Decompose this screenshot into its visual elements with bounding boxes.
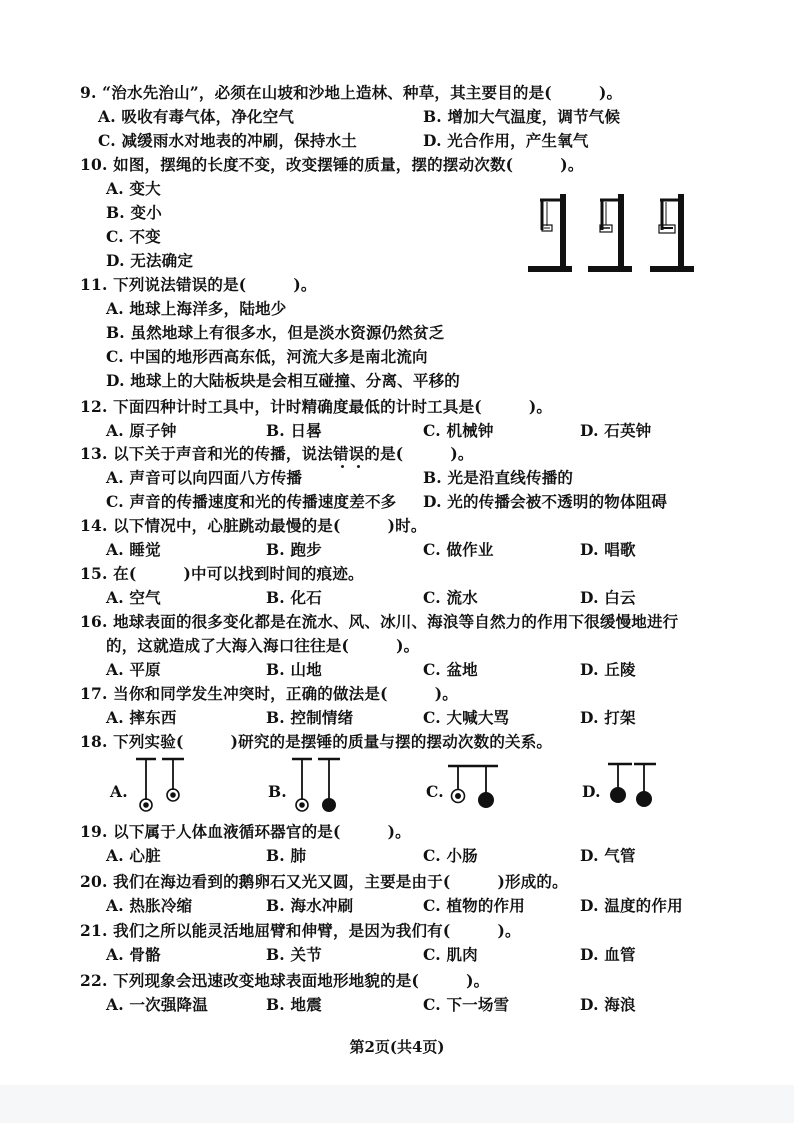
q22-option-a: A. 一次强降温 <box>106 995 208 1014</box>
pendulum-stand-1 <box>528 194 572 272</box>
pendulum-stand-3 <box>650 194 694 272</box>
q9-option-a: A. 吸收有毒气体，净化空气 <box>98 107 295 126</box>
q14-option-d: D. 唱歌 <box>580 540 636 559</box>
q16-option-d: D. 丘陵 <box>580 660 636 679</box>
q22-option-b: B. 地震 <box>266 995 322 1014</box>
q20-option-a: A. 热胀冷缩 <box>106 896 193 915</box>
q15-option-d: D. 白云 <box>580 588 636 607</box>
q16-option-a: A. 平原 <box>106 660 161 679</box>
q14-option-a: A. 睡觉 <box>106 540 161 559</box>
q9-option-d: D. 光合作用，产生氧气 <box>423 131 589 150</box>
q18-diagram-a <box>132 756 192 814</box>
q16-stem: 16. 地球表面的很多变化都是在流水、风、冰川、海浪等自然力的作用下很缓慢地进行 <box>80 612 679 631</box>
q10-option-b: B. 变小 <box>106 203 162 222</box>
q13-option-d: D. 光的传播会被不透明的物体阻碍 <box>423 492 668 511</box>
q10-option-a: A. 变大 <box>106 179 161 198</box>
q17-option-c: C. 大喊大骂 <box>423 708 510 727</box>
q18-option-b: B. <box>268 782 287 801</box>
q15-stem: 15. 在( )中可以找到时间的痕迹。 <box>80 564 364 583</box>
q22-stem: 22. 下列现象会迅速改变地球表面地形地貌的是( )。 <box>80 971 490 990</box>
q21-stem: 21. 我们之所以能灵活地屈臂和伸臂，是因为我们有( )。 <box>80 921 521 940</box>
q16-option-c: C. 盆地 <box>423 660 478 679</box>
q13-option-a: A. 声音可以向四面八方传播 <box>106 468 303 487</box>
q21-option-a: A. 骨骼 <box>106 945 161 964</box>
q12-option-d: D. 石英钟 <box>580 421 652 440</box>
q12-option-c: C. 机械钟 <box>423 421 494 440</box>
q14-stem: 14. 以下情况中，心脏跳动最慢的是( )时。 <box>80 516 427 535</box>
q22-option-c: C. 下一场雪 <box>423 995 510 1014</box>
q13-stem: 13. 以下关于声音和光的传播，说法错误的是( )。 <box>80 444 474 463</box>
q13-option-b: B. 光是沿直线传播的 <box>423 468 574 487</box>
emphasis-dot <box>341 465 344 468</box>
q19-option-b: B. 肺 <box>266 846 307 865</box>
q19-option-d: D. 气管 <box>580 846 636 865</box>
q20-stem: 20. 我们在海边看到的鹅卵石又光又圆，主要是由于( )形成的。 <box>80 872 568 891</box>
q17-option-b: B. 控制情绪 <box>266 708 354 727</box>
q22-option-d: D. 海浪 <box>580 995 636 1014</box>
q20-option-c: C. 植物的作用 <box>423 896 525 915</box>
q10-option-c: C. 不变 <box>106 227 161 246</box>
q12-option-a: A. 原子钟 <box>106 421 177 440</box>
q19-option-a: A. 心脏 <box>106 846 161 865</box>
q11-option-c: C. 中国的地形西高东低，河流大多是南北流向 <box>106 347 428 366</box>
q15-option-c: C. 流水 <box>423 588 478 607</box>
q11-option-d: D. 地球上的大陆板块是会相互碰撞、分离、平移的 <box>106 371 460 390</box>
q9-option-c: C. 减缓雨水对地表的冲刷，保持水土 <box>98 131 357 150</box>
q16-option-b: B. 山地 <box>266 660 322 679</box>
q19-stem: 19. 以下属于人体血液循环器官的是( )。 <box>80 822 411 841</box>
q17-stem: 17. 当你和同学发生冲突时，正确的做法是( )。 <box>80 684 458 703</box>
q18-diagram-b <box>288 756 348 814</box>
q18-stem: 18. 下列实验( )研究的是摆锤的质量与摆的摆动次数的关系。 <box>80 732 553 751</box>
q16-stem-continued: 的，这就造成了大海入海口往往是( )。 <box>106 636 420 655</box>
q11-option-b: B. 虽然地球上有很多水，但是淡水资源仍然贫乏 <box>106 323 445 342</box>
q10-stem: 10. 如图，摆绳的长度不变，改变摆锤的质量，摆的摆动次数( )。 <box>80 155 584 174</box>
q9-stem: 9. “治水先治山”，必须在山坡和沙地上造林、种草，其主要目的是( )。 <box>80 83 623 102</box>
pendulum-stand-2 <box>588 194 632 272</box>
q18-diagram-d <box>604 756 664 814</box>
scan-bottom-margin <box>0 1085 794 1123</box>
q21-option-c: C. 肌肉 <box>423 945 478 964</box>
q10-pendulum-figure <box>526 190 706 276</box>
q13-option-c: C. 声音的传播速度和光的传播速度差不多 <box>106 492 397 511</box>
q18-option-d: D. <box>582 782 601 801</box>
emphasis-dot <box>357 465 360 468</box>
q18-option-a: A. <box>110 782 128 801</box>
q21-option-d: D. 血管 <box>580 945 636 964</box>
q20-option-d: D. 温度的作用 <box>580 896 683 915</box>
q10-option-d: D. 无法确定 <box>106 251 194 270</box>
q17-option-a: A. 摔东西 <box>106 708 177 727</box>
q14-option-c: C. 做作业 <box>423 540 494 559</box>
q11-stem: 11. 下列说法错误的是( )。 <box>80 275 317 294</box>
page-number: 第2页(共4页) <box>349 1038 445 1056</box>
q14-option-b: B. 跑步 <box>266 540 322 559</box>
q11-option-a: A. 地球上海洋多，陆地少 <box>106 299 287 318</box>
q21-option-b: B. 关节 <box>266 945 322 964</box>
q19-option-c: C. 小肠 <box>423 846 478 865</box>
q18-diagram-c <box>446 756 506 814</box>
q17-option-d: D. 打架 <box>580 708 636 727</box>
q12-option-b: B. 日晷 <box>266 421 322 440</box>
q20-option-b: B. 海水冲刷 <box>266 896 354 915</box>
q18-option-c: C. <box>426 782 444 801</box>
q9-option-b: B. 增加大气温度，调节气候 <box>423 107 621 126</box>
q15-option-a: A. 空气 <box>106 588 161 607</box>
q12-stem: 12. 下面四种计时工具中，计时精确度最低的计时工具是( )。 <box>80 397 553 416</box>
q15-option-b: B. 化石 <box>266 588 322 607</box>
